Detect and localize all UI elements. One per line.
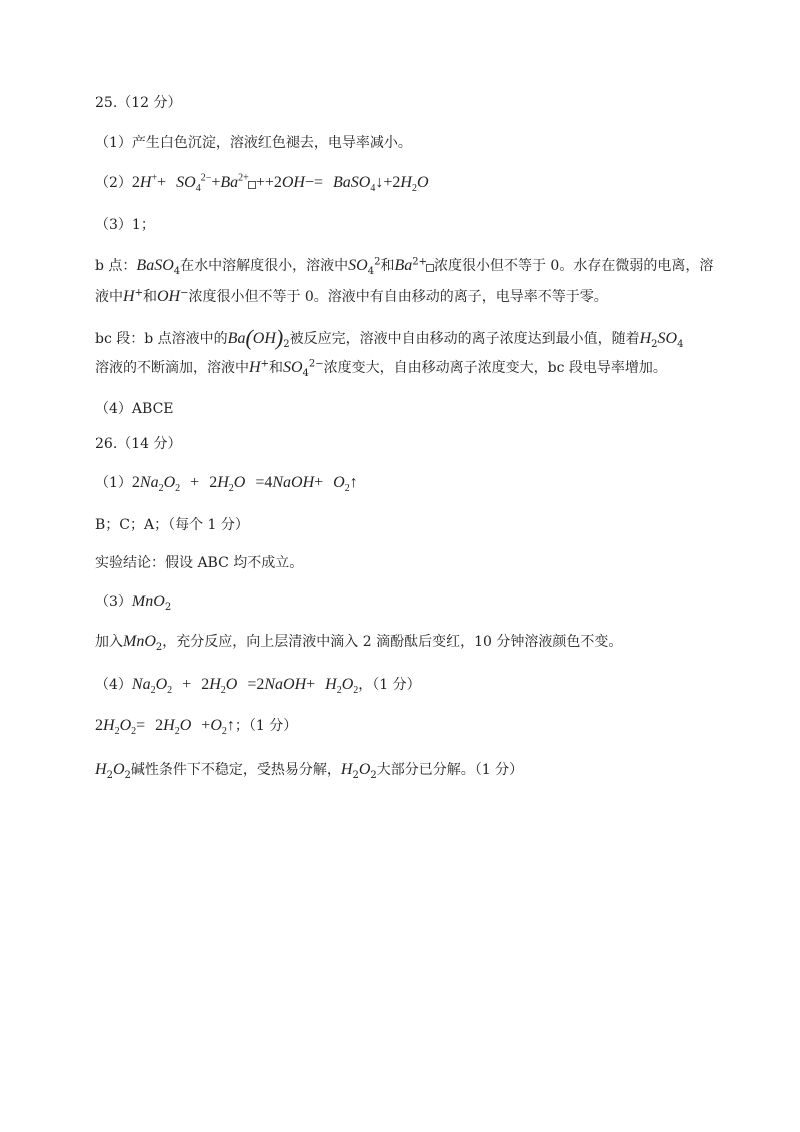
q25-bc-line1: bc 段：b 点溶液中的$Ba(OH)_2$被反应完，溶液中自由移动的离子浓度达到最小值，随着$H_2SO_4$ <box>95 325 684 350</box>
q26-conclusion: 实验结论：假设 ABC 均不成立。 <box>95 555 304 571</box>
q26-part4: $(4)Na_2O_2 + 2H_2O$ =2NaOH+ $H_2O_2$，（1 分） <box>95 676 421 697</box>
q26-part1: $(1)2Na_2O_2 + 2H_2O$ =4NaOH+ $O_2↑$ <box>95 474 358 495</box>
equation-h2o2-formation: $Na_2O_2 + 2H_2O$ =2NaOH+ $H_2O_2$ <box>131 676 359 697</box>
q26-answers: B；C；A；（每个 1 分） <box>95 517 249 533</box>
q26-add-mno2: 加入MnO$_2$，充分反应，向上层清液中滴入 2 滴酚酞后变红，10 分钟溶液颜色不变。 <box>95 633 623 653</box>
q25-b-point-line1: b 点：BaSO$_4$在水中溶解度很小，溶液中$SO_4^2$和$Ba^{2+}$ 浓度很小但不等于 0。水存在微弱的电离，溶 <box>95 256 714 277</box>
q26-part3: （3）MnO$_2$ <box>95 593 172 613</box>
q26-final-note: $H_2O_2$碱性条件下不稳定，受热易分解，$H_2O_2$大部分已分解。（1 分） <box>95 761 524 781</box>
q25-bc-line2: 溶液的不断滴加，溶液中H+和$SO_4^{2-}$浓度变大，自由移动离子浓度变大，bc 段电导率增加。 <box>95 358 667 379</box>
q26-header: 26.（14 分） <box>95 436 182 452</box>
q25-part4: （4）ABCE <box>95 401 174 417</box>
equation-h2o2-decomposition: $2H_2O_2= 2H_2O$ $+O_2↑$ <box>95 717 235 738</box>
q25-b-point-line2: 液中H+和OH−浓度很小但不等于 0。溶液中有自由移动的离子，电导率不等于零。 <box>95 287 608 305</box>
equation-na2o2-water: $2Na_2O_2 + 2H_2O$ =4NaOH+ $O_2↑$ <box>131 474 358 495</box>
q25-header: 25.（12 分） <box>95 95 182 111</box>
ionic-equation: $2H^++ SO_4^{2-}+Ba^{2+} ++2OH-=$ $BaSO_4↓+2H_2O$ <box>131 172 429 195</box>
q25-part1: （1）产生白色沉淀，溶液红色褪去，电导率减小。 <box>95 135 412 151</box>
q25-part3: （3）1； <box>95 217 155 233</box>
q25-part2: $(2)2H^++ SO_4^{2-}+Ba^{2+} ++2OH-=$ $BaSO_4↓+2H_2O$ <box>95 172 429 195</box>
q26-decomposition: $2H_2O_2= 2H_2O$ $+O_2↑$；（1 分） <box>95 717 298 738</box>
